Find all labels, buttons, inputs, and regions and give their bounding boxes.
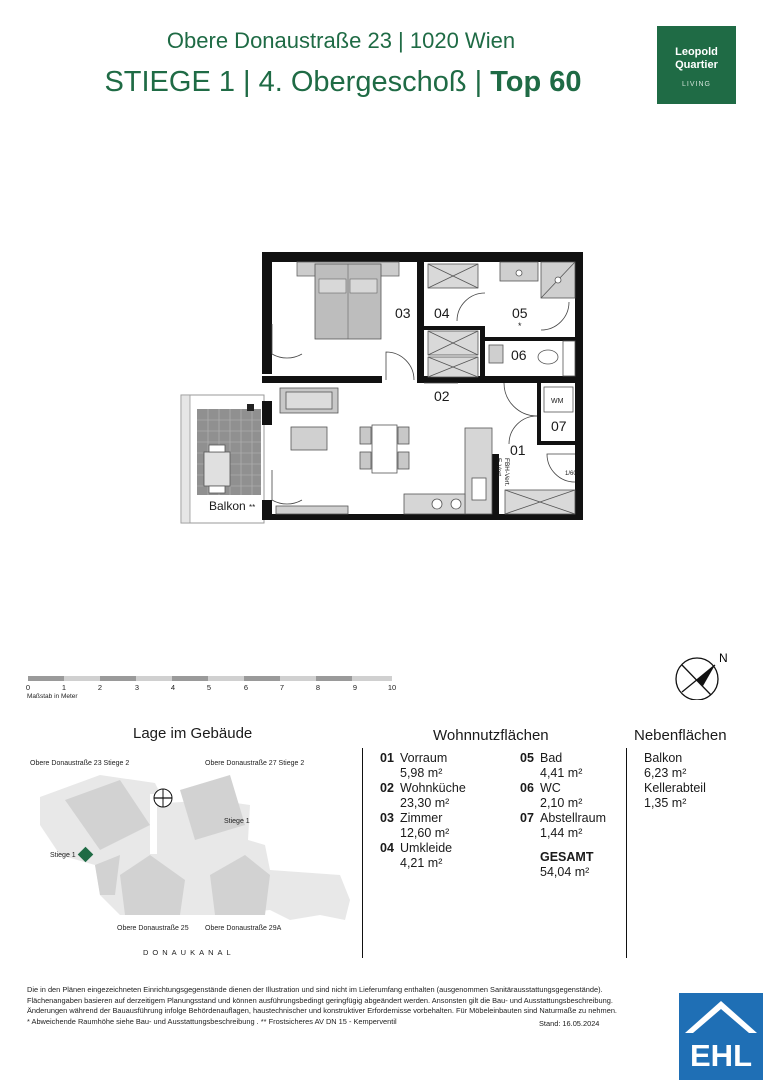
scale-tick: 4	[170, 683, 176, 692]
area-value: 4,41 m²	[540, 766, 583, 780]
area-value: 2,10 m²	[540, 796, 583, 810]
logo-line-1: Leopold	[675, 46, 718, 58]
logo-line-3: LIVING	[682, 81, 711, 88]
scale-bar	[26, 676, 396, 700]
neben-item: Balkon	[644, 751, 683, 765]
stand-date: Stand: 16.05.2024	[539, 1019, 600, 1028]
unit-title-prefix: STIEGE 1 | 4. Obergeschoß |	[104, 66, 483, 98]
room-04-label: 04	[434, 305, 450, 321]
logo-line-2: Quartier	[675, 59, 718, 71]
scale-tick: 7	[279, 683, 285, 692]
room-05-label: 05	[512, 305, 528, 321]
evert-label: E-Vert.	[495, 458, 502, 478]
scale-tick: 6	[243, 683, 249, 692]
neben-value: 1,35 m²	[644, 796, 687, 810]
neben-list	[644, 751, 706, 811]
scale-tick: 3	[134, 683, 140, 692]
room-03-label: 03	[395, 305, 411, 321]
scale-tick: 2	[97, 683, 103, 692]
address-heading: Obere Donaustraße 23 | 1020 Wien	[166, 28, 516, 53]
bedroom-furniture	[297, 262, 399, 339]
site-label-bottom-left: Obere Donaustraße 25	[117, 925, 189, 932]
neben-item: Kellerabteil	[644, 781, 706, 795]
area-item: 06 WC	[520, 781, 561, 795]
north-arrow-icon	[676, 651, 728, 700]
column-divider-2	[626, 748, 627, 958]
wohnnutz-right-list	[520, 751, 606, 880]
location-heading: Lage im Gebäude	[133, 725, 253, 742]
neben-heading: Nebenflächen	[634, 727, 727, 744]
site-label-stiege1-right: Stiege 1	[224, 818, 250, 825]
balcony-label: Balkon	[209, 499, 246, 513]
area-item: 01 Vorraum	[380, 751, 448, 765]
total-label: GESAMT	[540, 850, 594, 864]
area-value: 23,30 m²	[400, 796, 450, 810]
walls	[262, 252, 583, 520]
site-label-top-right: Obere Donaustraße 27 Stiege 2	[205, 760, 305, 767]
fbh-label: FBH-Vert.	[503, 458, 510, 487]
site-label-canal: DONAUKANAL	[143, 948, 235, 957]
room-07-label: 07	[551, 418, 567, 434]
wohnnutz-heading: Wohnnutzflächen	[433, 727, 549, 744]
scale-tick: 8	[315, 683, 321, 692]
disclaimer: Die in den Plänen eingezeichneten Einrichtungsgegenstände dienen der Illustration und sind nicht im Lieferumfang enthalten (ausgenommen Sanitärausstattungsgegenstände). Flächenangaben basieren auf derzeitigem Planungsstand und können ausführungsbedingt geringfügig abgeändert werden. Ansonsten gilt die Bau- und Ausstattungsbeschreibung. Änderungen während der Bauausführung infolge Behördenauflagen, haustechnischer und konstruktiver Erfordernisse vorbehalten. Für Möbeleinbauten sind Naturmaße zu nehmen. * Abweichende Raumhöhe siehe Bau- und Ausstattungsbeschreibung . ** Frostsicheres AV DN 15 - Kemperventil	[27, 985, 617, 1026]
door-note: 1/60	[565, 471, 577, 477]
living-furniture	[276, 388, 492, 514]
area-item: 03 Zimmer	[380, 811, 443, 825]
scale-tick: 0	[25, 683, 31, 692]
ehl-logo-text: EHL	[690, 1038, 752, 1073]
scale-tick: 9	[352, 683, 358, 692]
site-label-stiege1-left: Stiege 1	[50, 852, 76, 859]
site-label-bottom-right: Obere Donaustraße 29A	[205, 925, 282, 932]
north-label: N	[719, 651, 728, 665]
site-map	[0, 745, 365, 960]
area-value: 5,98 m²	[400, 766, 443, 780]
area-item: 05 Bad	[520, 751, 563, 765]
scale-tick: 1	[61, 683, 67, 692]
total-value: 54,04 m²	[540, 865, 590, 879]
room-02-label: 02	[434, 388, 450, 404]
wohnnutz-left-list	[380, 751, 466, 871]
balcony-frost-marker: **	[249, 503, 256, 512]
scale-caption: Maßstab in Meter	[27, 693, 78, 700]
scale-tick: 5	[206, 683, 212, 692]
unit-number: Top 60	[490, 66, 582, 98]
area-item: 02 Wohnküche	[380, 781, 466, 795]
scale-tick: 10	[387, 683, 397, 692]
area-value: 1,44 m²	[540, 826, 583, 840]
site-label-top-left: Obere Donaustraße 23 Stiege 2	[30, 760, 130, 767]
area-item: 07 Abstellraum	[520, 811, 606, 825]
neben-value: 6,23 m²	[644, 766, 687, 780]
bath-star-marker: *	[518, 321, 522, 331]
room-06-label: 06	[511, 347, 527, 363]
area-item: 04 Umkleide	[380, 841, 453, 855]
area-value: 4,21 m²	[400, 856, 443, 870]
area-value: 12,60 m²	[400, 826, 450, 840]
ehl-logo	[679, 993, 763, 1080]
room-01-label: 01	[510, 442, 526, 458]
column-divider-1	[362, 748, 363, 958]
washing-machine-label: WM	[551, 398, 564, 405]
